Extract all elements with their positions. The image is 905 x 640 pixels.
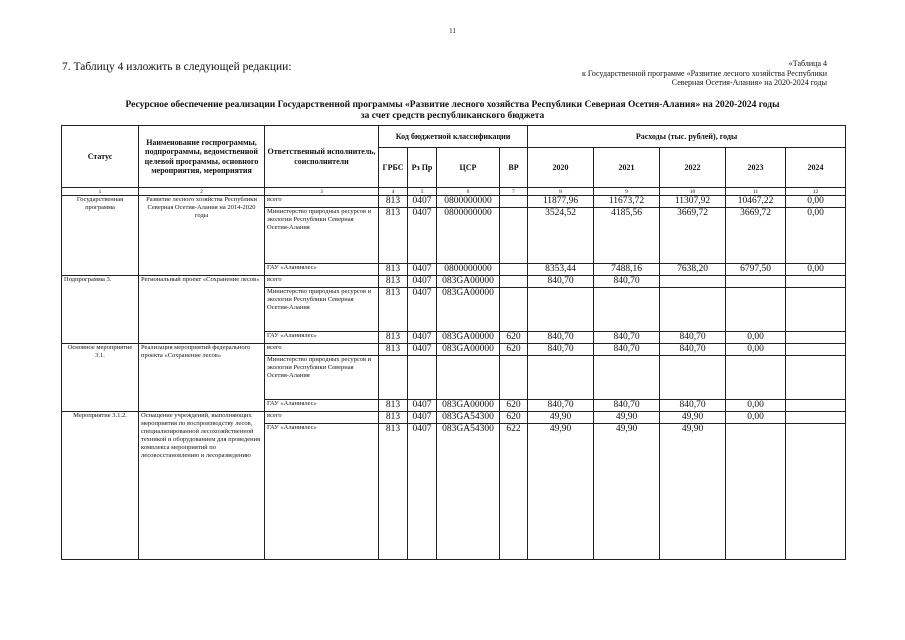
value-2021: 840,70: [594, 276, 660, 288]
executor-cell: ГАУ «Аланиялес»: [265, 264, 379, 276]
executor-cell: всего: [265, 276, 379, 288]
header-expenses: Расходы (тыс. рублей), годы: [528, 126, 846, 148]
table-reference: [527, 59, 827, 88]
vr-cell: [500, 276, 528, 288]
value-2024: [786, 332, 846, 344]
executor-cell: всего: [265, 344, 379, 356]
header-year-2021: 2021: [594, 148, 660, 188]
vr-cell: [500, 288, 528, 332]
executor-cell: Министерство природных ресурсов и экологии Республики Северная Осетия-Алания: [265, 356, 379, 400]
executor-cell: Министерство природных ресурсов и экологии Республики Северная Осетия-Алания: [265, 288, 379, 332]
header-status: Статус: [62, 126, 139, 188]
value-2022: [660, 288, 726, 332]
value-2021: 840,70: [594, 332, 660, 344]
csr-cell: 083GA54300: [437, 412, 500, 424]
title-line: за счет средств республиканского бюджета: [360, 111, 545, 121]
value-2024: [786, 412, 846, 424]
value-2023: 6797,50: [726, 264, 786, 276]
vr-cell: [500, 208, 528, 264]
value-2023: 0,00: [726, 412, 786, 424]
col-number: 7: [500, 188, 528, 196]
csr-cell: 083GA54300: [437, 424, 500, 560]
value-2020: 840,70: [528, 344, 594, 356]
value-2023: [726, 288, 786, 332]
value-2023: [726, 276, 786, 288]
vr-cell: [500, 196, 528, 208]
rzpr-cell: 0407: [408, 332, 437, 344]
csr-cell: 083GA00000: [437, 288, 500, 332]
col-number: 5: [408, 188, 437, 196]
executor-cell: ГАУ «Аланиялес»: [265, 332, 379, 344]
col-number: 9: [594, 188, 660, 196]
executor-cell: ГАУ «Аланиялес»: [265, 424, 379, 560]
table-row: [62, 412, 846, 424]
executor-cell: Министерство природных ресурсов и экологии Республики Северная Осетия-Алания: [265, 208, 379, 264]
grbs-cell: 813: [379, 400, 408, 412]
grbs-cell: 813: [379, 332, 408, 344]
ref-line: к Государственной программе «Развитие лесного хозяйства Республики: [582, 68, 827, 78]
rzpr-cell: 0407: [408, 412, 437, 424]
title-line: Ресурсное обеспечение реализации Государственной программы «Развитие лесного хозяйства Республики Северная Осетия-Алания» на 2020-2024 годы: [125, 100, 780, 110]
value-2023: 3669,72: [726, 208, 786, 264]
col-number: 2: [139, 188, 265, 196]
value-2020: 3524,52: [528, 208, 594, 264]
value-2021: 840,70: [594, 344, 660, 356]
executor-cell: всего: [265, 196, 379, 208]
rzpr-cell: 0407: [408, 208, 437, 264]
intro-text: 7. Таблицу 4 изложить в следующей редакции:: [62, 61, 292, 73]
document-title: [60, 100, 845, 122]
value-2023: 0,00: [726, 332, 786, 344]
header-csr: ЦСР: [437, 148, 500, 188]
value-2021: 840,70: [594, 400, 660, 412]
header-executor: Ответственный исполнитель, соисполнители: [265, 126, 379, 188]
column-number-row: [62, 188, 846, 196]
csr-cell: [437, 356, 500, 400]
status-cell: Основное мероприятие 3.1.: [62, 344, 139, 412]
vr-cell: 620: [500, 412, 528, 424]
grbs-cell: 813: [379, 276, 408, 288]
csr-cell: 0800000000: [437, 208, 500, 264]
csr-cell: 083GA00000: [437, 332, 500, 344]
header-year-2020: 2020: [528, 148, 594, 188]
value-2021: 49,90: [594, 412, 660, 424]
value-2024: [786, 288, 846, 332]
col-number: 1: [62, 188, 139, 196]
header-grbs: ГРБС: [379, 148, 408, 188]
grbs-cell: [379, 356, 408, 400]
ref-line: «Таблица 4: [788, 59, 827, 68]
col-number: 3: [265, 188, 379, 196]
rzpr-cell: 0407: [408, 196, 437, 208]
ref-line: Северная Осетия-Алания» на 2020-2024 годы: [671, 78, 827, 87]
value-2024: 0,00: [786, 208, 846, 264]
value-2024: 0,00: [786, 264, 846, 276]
vr-cell: 620: [500, 400, 528, 412]
grbs-cell: 813: [379, 344, 408, 356]
header-name: Наименование госпрограммы, подпрограммы, ведомственной целевой программы, основного мероприятия, мероприятия: [139, 126, 265, 188]
executor-cell: ГАУ «Аланиялес»: [265, 400, 379, 412]
name-cell: Реализация мероприятий федерального проекта «Сохранение лесов»: [139, 344, 265, 412]
vr-cell: [500, 356, 528, 400]
header-year-2024: 2024: [786, 148, 846, 188]
table-body: [62, 196, 846, 560]
value-2023: 0,00: [726, 400, 786, 412]
value-2022: [660, 276, 726, 288]
csr-cell: 0800000000: [437, 196, 500, 208]
col-number: 8: [528, 188, 594, 196]
value-2022: [660, 356, 726, 400]
value-2022: 840,70: [660, 332, 726, 344]
value-2021: 7488,16: [594, 264, 660, 276]
csr-cell: 0800000000: [437, 264, 500, 276]
col-number: 4: [379, 188, 408, 196]
value-2023: 0,00: [726, 344, 786, 356]
grbs-cell: 813: [379, 412, 408, 424]
value-2024: [786, 356, 846, 400]
resource-table: [61, 125, 846, 560]
name-cell: Оснащение учреждений, выполняющих мероприятия по воспроизводству лесов, специализированной лесохозяйственной техникой и оборудованием для проведения комплекса мероприятий по лесовосстановлению и лесоразведению: [139, 412, 265, 560]
table-row: [62, 196, 846, 208]
value-2023: [726, 424, 786, 560]
col-number: 12: [786, 188, 846, 196]
value-2021: [594, 288, 660, 332]
table-row: [62, 276, 846, 288]
vr-cell: 620: [500, 332, 528, 344]
value-2021: 11673,72: [594, 196, 660, 208]
value-2022: 3669,72: [660, 208, 726, 264]
grbs-cell: 813: [379, 208, 408, 264]
value-2020: 49,90: [528, 412, 594, 424]
page-number: 11: [449, 27, 456, 35]
rzpr-cell: 0407: [408, 424, 437, 560]
header-year-2022: 2022: [660, 148, 726, 188]
header-vr: ВР: [500, 148, 528, 188]
value-2024: [786, 424, 846, 560]
grbs-cell: 813: [379, 424, 408, 560]
value-2024: [786, 344, 846, 356]
csr-cell: 083GA00000: [437, 276, 500, 288]
executor-cell: всего: [265, 412, 379, 424]
value-2022: 11307,92: [660, 196, 726, 208]
vr-cell: 622: [500, 424, 528, 560]
value-2022: 840,70: [660, 344, 726, 356]
rzpr-cell: 0407: [408, 276, 437, 288]
header-rzpr: Рз Пр: [408, 148, 437, 188]
col-number: 11: [726, 188, 786, 196]
grbs-cell: 813: [379, 264, 408, 276]
value-2022: 840,70: [660, 400, 726, 412]
col-number: 6: [437, 188, 500, 196]
value-2024: [786, 276, 846, 288]
value-2021: 49,90: [594, 424, 660, 560]
value-2020: 8353,44: [528, 264, 594, 276]
value-2022: 49,90: [660, 424, 726, 560]
value-2023: [726, 356, 786, 400]
name-cell: Развитие лесного хозяйства Республики Северная Осетия-Алания на 2014-2020 годы: [139, 196, 265, 276]
status-cell: Подпрограмма 3.: [62, 276, 139, 344]
table-row: [62, 344, 846, 356]
vr-cell: [500, 264, 528, 276]
grbs-cell: 813: [379, 196, 408, 208]
header-year-2023: 2023: [726, 148, 786, 188]
value-2023: 10467,22: [726, 196, 786, 208]
value-2021: 4185,56: [594, 208, 660, 264]
col-number: 10: [660, 188, 726, 196]
value-2021: [594, 356, 660, 400]
csr-cell: 083GA00000: [437, 344, 500, 356]
value-2020: 11877,96: [528, 196, 594, 208]
rzpr-cell: 0407: [408, 400, 437, 412]
name-cell: Региональный проект «Сохранение лесов»: [139, 276, 265, 344]
value-2020: 840,70: [528, 276, 594, 288]
header-budget-code: Код бюджетной классификации: [379, 126, 528, 148]
csr-cell: 083GA00000: [437, 400, 500, 412]
value-2022: 7638,20: [660, 264, 726, 276]
grbs-cell: 813: [379, 288, 408, 332]
rzpr-cell: 0407: [408, 344, 437, 356]
rzpr-cell: [408, 356, 437, 400]
value-2024: 0,00: [786, 196, 846, 208]
vr-cell: 620: [500, 344, 528, 356]
status-cell: Мероприятие 3.1.2.: [62, 412, 139, 560]
value-2020: 840,70: [528, 400, 594, 412]
rzpr-cell: 0407: [408, 264, 437, 276]
status-cell: Государственная программа: [62, 196, 139, 276]
value-2024: [786, 400, 846, 412]
value-2020: [528, 356, 594, 400]
value-2020: [528, 288, 594, 332]
rzpr-cell: 0407: [408, 288, 437, 332]
value-2020: 49,90: [528, 424, 594, 560]
value-2022: 49,90: [660, 412, 726, 424]
value-2020: 840,70: [528, 332, 594, 344]
